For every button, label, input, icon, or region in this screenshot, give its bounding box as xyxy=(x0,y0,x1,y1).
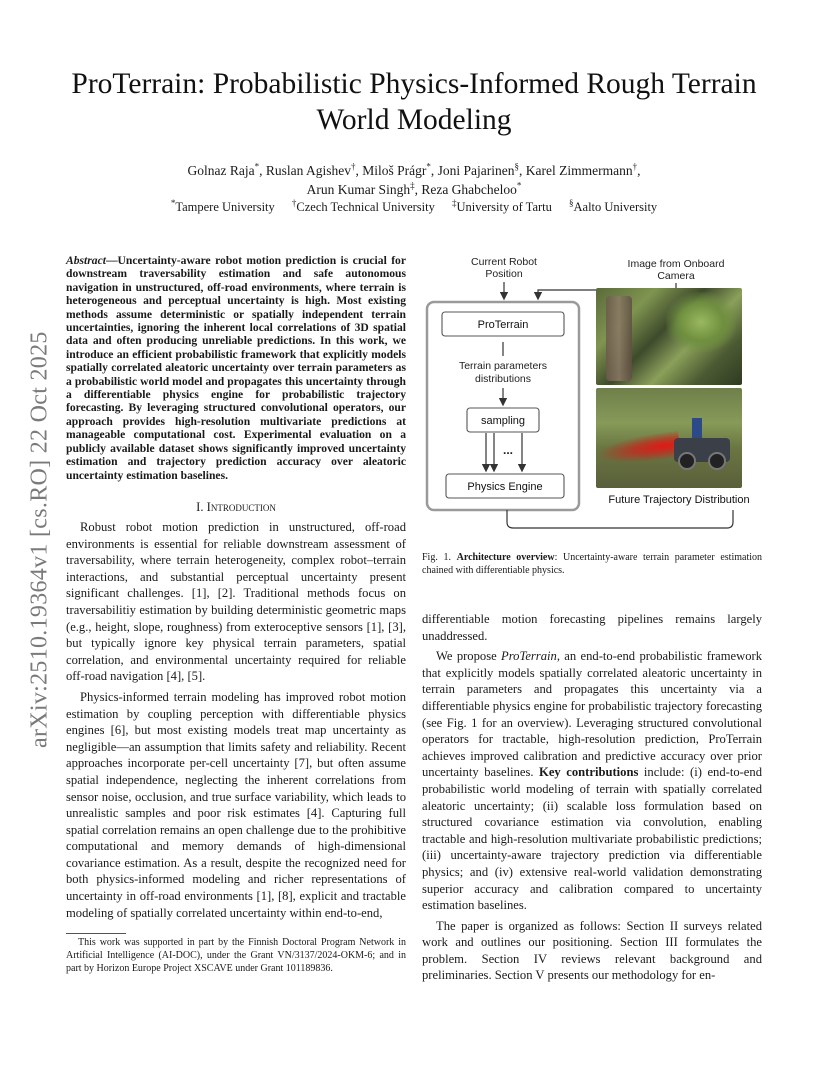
label-ellipsis: ... xyxy=(502,443,514,457)
author-mark: † xyxy=(632,161,638,172)
affiliation: †Czech Technical University xyxy=(291,197,435,214)
box-sampling-label: sampling xyxy=(480,415,526,427)
label-image-camera-1: Image from Onboard xyxy=(627,258,725,270)
abstract-text: —Uncertainty-aware robot motion prediction is crucial for downstream traversability estimation and safe autonomous navigation in unstructured, off-road environments, where terrain is heterogeneous and perceptual uncertainty is high. Most existing methods assume deterministic or spatially independent terrain uncertainties, ignoring the inherent local correlations of 3D spatial data and often producing unreliable predictions. In this work, we introduce an efficient probabilistic framework that explicitly models spatially correlated aleatoric uncertainty over terrain parameters as a probabilistic world model and propagates this uncertainty through a differentiable physics engine for probabilistic trajectory forecasting. By leveraging structured convolutional operators, our approach provides high-resolution multivariate predictions at manageable computational cost. Experimental evaluation on a publicly available dataset shows significantly improved uncertainty estimation and trajectory prediction accuracy over aleatoric uncertainty estimation baselines. xyxy=(66,254,406,482)
author-name: Golnaz Raja xyxy=(187,163,255,178)
arxiv-identifier: arXiv:2510.19364v1 [cs.RO] 22 Oct 2025 xyxy=(26,331,53,749)
author-name: Karel Zimmermann xyxy=(525,163,633,178)
caption-prefix: Fig. 1. xyxy=(422,552,457,563)
caption-bold: Architecture overview xyxy=(456,552,555,563)
abstract xyxy=(66,254,406,482)
trajectory-distribution-overlay xyxy=(599,431,682,468)
author-name: Reza Ghabcheloo xyxy=(421,182,517,197)
paragraph-proposal: We propose ProTerrain, an end-to-end probabilistic framework that explicitly models spatially correlated aleatoric uncertainty in terrain parameters and propagates this uncertainty via a differentiable physics engine for probabilistic trajectory forecasting (see Fig. 1 for an overview). Leveraging structured convolutional operators for tractable, high-resolution prediction, ProTerrain achieves improved calibration and predictive accuracy over prior uncertainty baselines. Key contributions include: (i) end-to-end probabilistic world modeling of terrain with spatially correlated aleatoric uncertainty; (ii) scalable loss formulation based on structured covariance estimation via convolution, enabling tractable and high-resolution multivariate probabilistic predictions; (iii) uncertainty-aware trajectory prediction via differentiable physics; and (iv) extensive real-world validation demonstrating superior accuracy and calibration compared to uncertainty estimation baselines. xyxy=(422,649,762,913)
author-line-2: Arun Kumar Singh‡, Reza Ghabcheloo* xyxy=(306,180,522,197)
label-robot-position-1: Current Robot xyxy=(471,256,537,268)
author-name: Joni Pajarinen xyxy=(437,163,515,178)
affiliation: *Tampere University xyxy=(170,197,275,214)
author-mark: ‡ xyxy=(410,180,415,191)
box-physics-label: Physics Engine xyxy=(467,481,543,493)
author-mark: † xyxy=(351,161,356,172)
robot-trajectory-photo xyxy=(596,388,742,488)
footnote-divider xyxy=(66,933,126,934)
paper-title: ProTerrain: Probabilistic Physics-Informed Rough Terrain World Modeling xyxy=(71,68,757,136)
author-mark: * xyxy=(254,161,260,172)
author-list xyxy=(60,161,768,199)
paragraph: Physics-informed terrain modeling has improved robot motion estimation by coupling perception with differentiable physics engines [6], but most existing models treat map uncertainty as negligible—an assumption that limits safety and reliability. Recent approaches incorporate per-cell uncertainty [7], but often assume spatial independence, neglecting the inherent correlations from sensor noise, occlusion, and true surface variability, which leads to unrealistic samples and poor risk estimates [4]. Capturing full spatial correlation remains an open challenge due to the prohibitive computational and memory demands of high-dimensional covariance estimation. As a result, despite the recognized need for both physics-informed modeling and richer representations of uncertainty in off-road environments [1], [8], explicit and tractable modeling of spatially correlated uncertainty within end-to-end, xyxy=(66,689,406,920)
box-proterrain-label: ProTerrain xyxy=(477,319,529,331)
author-line-1: Golnaz Raja*, Ruslan Agishev†, Miloš Prágr*, Joni Pajarinen§, Karel Zimmermann†, xyxy=(187,161,641,178)
output-bracket xyxy=(507,510,733,528)
method-name: ProTerrain xyxy=(501,649,557,664)
author-name: Arun Kumar Singh xyxy=(306,182,411,197)
affiliations xyxy=(60,198,768,216)
label-terrain-1: Terrain parameters xyxy=(458,360,548,372)
author-mark: * xyxy=(516,180,522,191)
author-name: Ruslan Agishev xyxy=(265,163,352,178)
affiliation: §Aalto University xyxy=(569,197,658,214)
robot-sensor-mast xyxy=(692,418,702,440)
paragraph-organization: The paper is organized as follows: Section II surveys related work and outlines our positioning. Section III formulates the problem. Section IV reviews relevant background and preliminaries. Section V presents our methodology for en- xyxy=(422,918,762,983)
label-robot-position-2: Position xyxy=(485,268,523,280)
abstract-lead: Abstract xyxy=(66,254,106,267)
section-heading-introduction: I. Introduction xyxy=(196,500,276,514)
label-future-trajectory: Future Trajectory Distribution xyxy=(608,494,750,506)
left-column-body xyxy=(66,519,406,921)
right-column-body xyxy=(422,611,762,984)
author-name: Miloš Prágr xyxy=(362,163,427,178)
key-contributions-label: Key contributions xyxy=(539,765,639,780)
forest-scene-photo xyxy=(596,288,742,385)
affiliation: ‡University of Tartu xyxy=(451,197,552,214)
figure-caption xyxy=(422,551,762,577)
tracked-robot xyxy=(674,438,730,462)
paragraph: Robust robot motion prediction in unstructured, off-road environments is essential for reliable downstream assessment of traversability, where terrain heterogeneity, complex robot–terrain interactions, and substantial perceptual uncertainty present significant challenges. [1], [2]. Traditional methods focus on traversabilitiy estimation by building deterministic geometric maps (e.g., height, slope, roughness) from exteroceptive sensors [1], [3], but typically ignore key physical terrain parameters, spatial correlation, and environmental uncertainty required for reliable off-road navigation [4], [5]. xyxy=(66,520,406,684)
author-mark: * xyxy=(426,161,431,172)
author-mark: § xyxy=(514,161,520,172)
funding-footnote: This work was supported in part by the Finnish Doctoral Program Network in Artificial Intelligence (AI-DOC), under the Grant VN/3137/2024-OKM-6; and in part by Horizon Europe Project XSCAVE under Grant 101189836. xyxy=(66,937,406,974)
label-image-camera-2: Camera xyxy=(657,270,695,282)
label-terrain-2: distributions xyxy=(474,373,532,385)
paragraph-continuation: differentiable motion forecasting pipelines remains largely unaddressed. xyxy=(422,612,762,643)
caption-text: : Uncertainty-aware terrain parameter estimation chained with differentiable physics. xyxy=(422,552,762,576)
figure-architecture-overview xyxy=(424,252,764,532)
